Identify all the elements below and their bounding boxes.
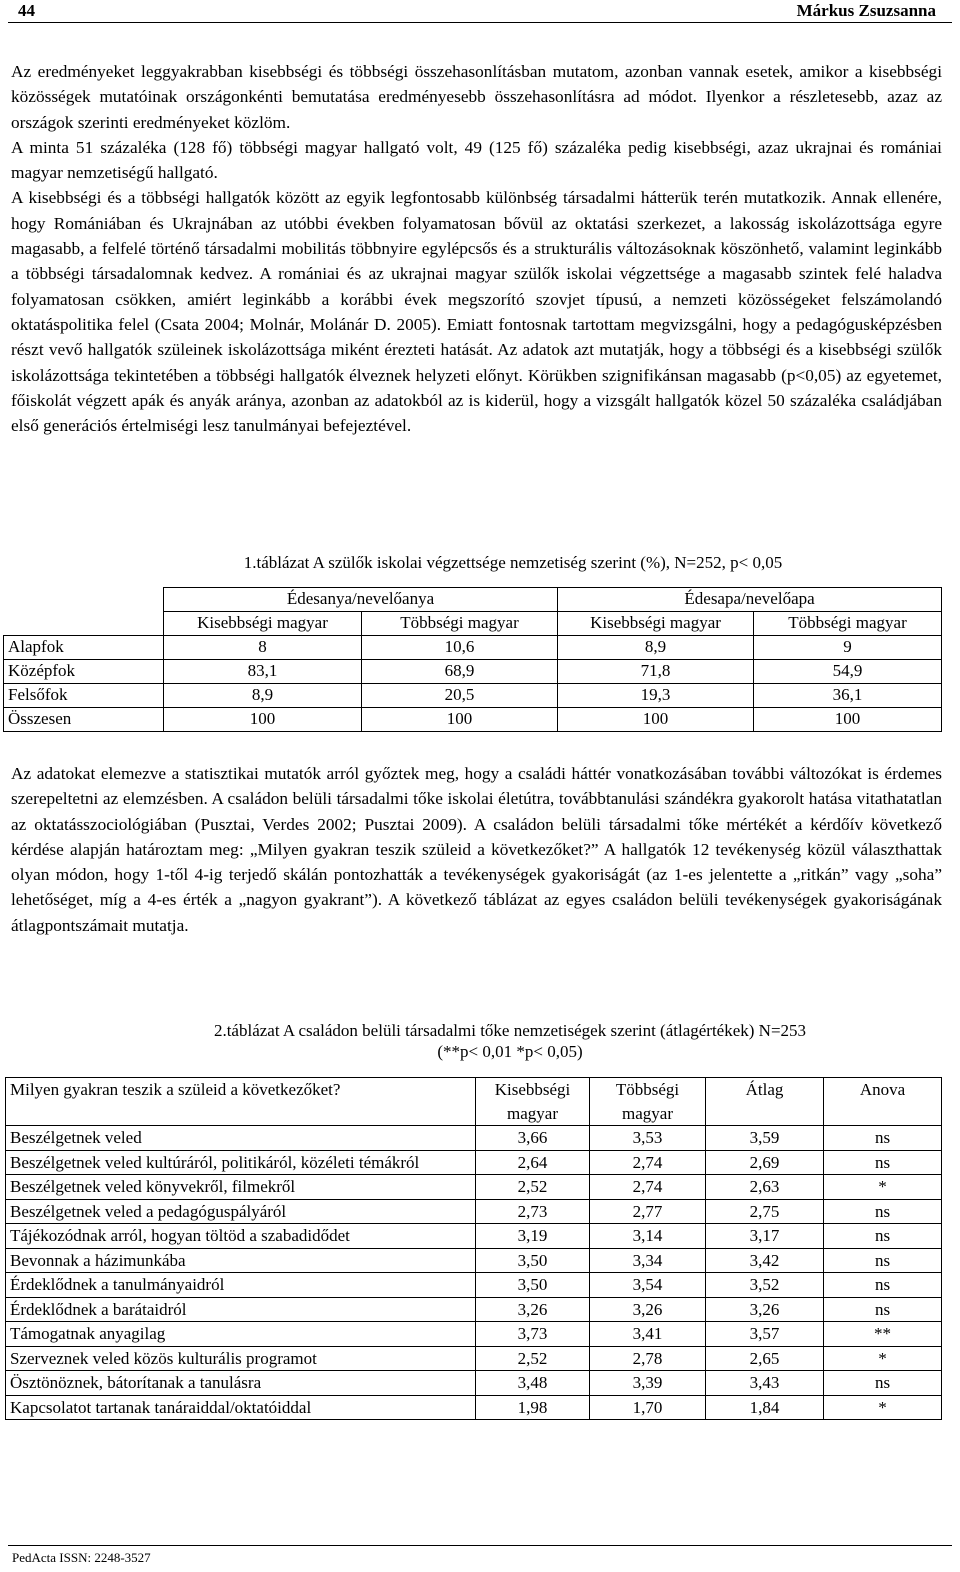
table-subheader: Kisebbségi magyar bbox=[164, 612, 362, 636]
table-row bbox=[6, 1126, 942, 1151]
row-label: Érdeklődnek a tanulmányaidról bbox=[6, 1273, 476, 1298]
table-cell: * bbox=[824, 1346, 942, 1371]
table1-caption: 1.táblázat A szülők iskolai végzettsége nemzetiség szerint (%), N=252, p< 0,05 bbox=[243, 553, 783, 572]
table-cell: 54,9 bbox=[754, 660, 942, 684]
table-cell: ns bbox=[824, 1150, 942, 1175]
table-header-question: Milyen gyakran teszik a szüleid a következőket? bbox=[6, 1078, 476, 1126]
table-cell: * bbox=[824, 1175, 942, 1200]
table-group-header: Édesapa/nevelőapa bbox=[558, 588, 942, 612]
table-cell: 2,52 bbox=[476, 1346, 590, 1371]
table-row bbox=[6, 1297, 942, 1322]
table-cell: 1,98 bbox=[476, 1395, 590, 1420]
table-row bbox=[6, 1248, 942, 1273]
table-cell: 100 bbox=[558, 708, 754, 732]
table-cell: 2,75 bbox=[706, 1199, 824, 1224]
table-cell: 8,9 bbox=[558, 636, 754, 660]
table-cell: 3,50 bbox=[476, 1273, 590, 1298]
table-cell: 3,52 bbox=[706, 1273, 824, 1298]
table-cell: 3,26 bbox=[590, 1297, 706, 1322]
table-row bbox=[6, 1175, 942, 1200]
row-label: Bevonnak a házimunkába bbox=[6, 1248, 476, 1273]
table-row bbox=[6, 1395, 942, 1420]
table-row bbox=[6, 1224, 942, 1249]
table-row bbox=[4, 660, 942, 684]
table-row bbox=[4, 612, 942, 636]
body-text-intro bbox=[11, 59, 942, 438]
table-cell: 3,54 bbox=[590, 1273, 706, 1298]
table2-caption-title: 2.táblázat A családon belüli társadalmi tőke nemzetiségek szerint (átlagértékek) N=253 bbox=[213, 1021, 807, 1040]
table-header: Kisebbségi magyar bbox=[476, 1078, 590, 1126]
table-header: Anova bbox=[824, 1078, 942, 1126]
table-cell: 3,14 bbox=[590, 1224, 706, 1249]
table-group-header: Édesanya/nevelőanya bbox=[164, 588, 558, 612]
table-cell: ns bbox=[824, 1371, 942, 1396]
table-cell: 2,78 bbox=[590, 1346, 706, 1371]
row-label: Támogatnak anyagilag bbox=[6, 1322, 476, 1347]
table-subheader: Többségi magyar bbox=[754, 612, 942, 636]
table-cell: 3,17 bbox=[706, 1224, 824, 1249]
table-cell: 3,34 bbox=[590, 1248, 706, 1273]
row-label: Összesen bbox=[4, 708, 164, 732]
table-cell: 2,74 bbox=[590, 1175, 706, 1200]
table-row bbox=[6, 1199, 942, 1224]
table-cell: 3,41 bbox=[590, 1322, 706, 1347]
table-cell: ns bbox=[824, 1126, 942, 1151]
row-label: Alapfok bbox=[4, 636, 164, 660]
row-label: Tájékozódnak arról, hogyan töltöd a szabadidődet bbox=[6, 1224, 476, 1249]
table-cell: 3,50 bbox=[476, 1248, 590, 1273]
row-label: Beszélgetnek veled bbox=[6, 1126, 476, 1151]
table-cell bbox=[4, 612, 164, 636]
table-cell: 68,9 bbox=[362, 660, 558, 684]
table-row bbox=[6, 1273, 942, 1298]
table-cell: 9 bbox=[754, 636, 942, 660]
table-cell bbox=[4, 588, 164, 612]
table-row bbox=[6, 1322, 942, 1347]
table-cell: ns bbox=[824, 1199, 942, 1224]
running-author: Márkus Zsuzsanna bbox=[796, 1, 936, 20]
table-cell: ** bbox=[824, 1322, 942, 1347]
table-cell: 2,73 bbox=[476, 1199, 590, 1224]
table-cell: ns bbox=[824, 1297, 942, 1322]
page-footer bbox=[8, 1545, 952, 1566]
row-label: Érdeklődnek a barátaidról bbox=[6, 1297, 476, 1322]
table-cell: 20,5 bbox=[362, 684, 558, 708]
paragraph: A minta 51 százaléka (128 fő) többségi magyar hallgató volt, 49 (125 fő) százaléka pedig kisebbségi, azaz ukrajnai és romániai magyar nemzetiségű hallgató. bbox=[11, 137, 942, 183]
table-cell: 3,43 bbox=[706, 1371, 824, 1396]
table-row bbox=[6, 1078, 942, 1126]
table-cell: ns bbox=[824, 1273, 942, 1298]
table-row bbox=[4, 636, 942, 660]
row-label: Beszélgetnek veled könyvekről, filmekről bbox=[6, 1175, 476, 1200]
paragraph: Az eredményeket leggyakrabban kisebbségi és többségi összehasonlításban mutatom, azonban vannak esetek, amikor a kisebbségi közösségek mutatóinak országonkénti bemutatása eredményesebb összehasonlításra ad módot. Ilyenkor a részletesebb, azaz az országok szerinti eredményeket közlöm. bbox=[11, 62, 942, 132]
row-label: Szerveznek veled közös kulturális programot bbox=[6, 1346, 476, 1371]
page-number: 44 bbox=[18, 1, 35, 20]
table-subheader: Kisebbségi magyar bbox=[558, 612, 754, 636]
table1-parent-education bbox=[3, 587, 942, 732]
table-cell: 3,48 bbox=[476, 1371, 590, 1396]
table-row bbox=[4, 588, 942, 612]
table-header: Átlag bbox=[706, 1078, 824, 1126]
table2-caption bbox=[30, 1020, 960, 1062]
table-cell: 100 bbox=[754, 708, 942, 732]
table-cell: 8,9 bbox=[164, 684, 362, 708]
table-cell: 36,1 bbox=[754, 684, 942, 708]
row-label: Kapcsolatot tartanak tanáraiddal/oktatóiddal bbox=[6, 1395, 476, 1420]
row-label: Beszélgetnek veled a pedagóguspályáról bbox=[6, 1199, 476, 1224]
table-cell: 19,3 bbox=[558, 684, 754, 708]
table-cell: 1,84 bbox=[706, 1395, 824, 1420]
table2-family-social-capital bbox=[5, 1077, 942, 1420]
paragraph: Az adatokat elemezve a statisztikai mutatók arról győztek meg, hogy a családi háttér vonatkozásában további változókat is érdemes szerepeltetni az elemzésben. A családon belüli társadalmi tőke iskolai életútra, továbbtanulási szándékra gyakorolt hatása vitathatatlan az oktatásszociológiában (Pusztai, Verdes 2002; Pusztai 2009). A családon belüli társadalmi tőke mértékét a kérdőív következő kérdése alapján határoztam meg: „Milyen gyakran teszik szüleid a következőket?” A hallgatók 12 tevékenység közül választhattak olyan módon, hogy 1-től 4-ig terjedő skálán pontozhatták a tevékenységek gyakoriságát (az 1-es jelentette a „ritkán” vagy „soha” lehetőséget, míg a 4-es érték a „nagyon gyakrant”). A következő táblázat az egyes családon belüli tevékenységek gyakoriságának átlagpontszámait mutatja. bbox=[11, 764, 942, 935]
table-cell: 3,59 bbox=[706, 1126, 824, 1151]
table-cell: ns bbox=[824, 1248, 942, 1273]
table-row bbox=[4, 708, 942, 732]
table-cell: 3,73 bbox=[476, 1322, 590, 1347]
table-cell: * bbox=[824, 1395, 942, 1420]
table-cell: 2,74 bbox=[590, 1150, 706, 1175]
table-row bbox=[4, 684, 942, 708]
table-row bbox=[6, 1346, 942, 1371]
table-cell: 71,8 bbox=[558, 660, 754, 684]
table2-caption-significance: (**p< 0,01 *p< 0,05) bbox=[437, 1042, 583, 1061]
table-cell: 3,57 bbox=[706, 1322, 824, 1347]
table-cell: 3,19 bbox=[476, 1224, 590, 1249]
table-cell: 2,69 bbox=[706, 1150, 824, 1175]
row-label: Középfok bbox=[4, 660, 164, 684]
row-label: Ösztönöznek, bátorítanak a tanulásra bbox=[6, 1371, 476, 1396]
table-cell: 2,63 bbox=[706, 1175, 824, 1200]
table-cell: 3,26 bbox=[476, 1297, 590, 1322]
table-cell: 3,26 bbox=[706, 1297, 824, 1322]
table-cell: 3,53 bbox=[590, 1126, 706, 1151]
table-cell: 3,66 bbox=[476, 1126, 590, 1151]
row-label: Beszélgetnek veled kultúráról, politikáról, közéleti témákról bbox=[6, 1150, 476, 1175]
table-cell: 8 bbox=[164, 636, 362, 660]
paragraph: A kisebbségi és a többségi hallgatók között az egyik legfontosabb különbség társadalmi hátterük terén mutatkozik. Annak ellenére, hogy Romániában és Ukrajnában az utóbbi években folyamatosan bővül az oktatási szerkezet, a lakosság iskolázottsága egyre magasabb, a felfelé történő társadalmi mobilitás többnyire egylépcsős és a strukturális változásoknak köszönhető, valamint leginkább a többségi társadalomnak kedvez. A romániai és az ukrajnai magyar szülők iskolai végzettsége a magasabb szintek felé haladva folyamatosan csökken, amiért leginkább a korábbi évek megszorító szovjet típusú, a nemzeti közösségeket felszámolandó oktatáspolitika felel (Csata 2004; Molnár, Molánár D. 2005). Emiatt fontosnak tartottam megvizsgálni, hogy a pedagógusképzésben részt vevő hallgatók szüleinek iskolázottsága miként érezteti hatását. Az adatok azt mutatják, hogy a többségi és a kisebbségi szülők iskolázottsága tekintetében a többségi hallgatók élveznek helyzeti előnyt. Körükben szignifikánsan magasabb (p<0,05) az egyetemet, főiskolát végzett apák és anyák aránya, azonban az adatokból az is kiderül, hogy a vizsgált hallgatók közel 50 százaléka családjában első generációs értelmiségi lesz tanulmányai befejeztével. bbox=[11, 188, 942, 436]
table-cell: 3,42 bbox=[706, 1248, 824, 1273]
table-cell: 10,6 bbox=[362, 636, 558, 660]
table-cell: 2,64 bbox=[476, 1150, 590, 1175]
page-header bbox=[8, 0, 952, 23]
table-cell: 1,70 bbox=[590, 1395, 706, 1420]
table-cell: 100 bbox=[164, 708, 362, 732]
table-cell: 83,1 bbox=[164, 660, 362, 684]
table-row bbox=[6, 1371, 942, 1396]
journal-issn: PedActa ISSN: 2248-3527 bbox=[12, 1550, 151, 1565]
table-cell: 100 bbox=[362, 708, 558, 732]
table-cell: 3,39 bbox=[590, 1371, 706, 1396]
table-row bbox=[6, 1150, 942, 1175]
row-label: Felsőfok bbox=[4, 684, 164, 708]
body-text-analysis bbox=[11, 761, 942, 938]
table-cell: ns bbox=[824, 1224, 942, 1249]
table-subheader: Többségi magyar bbox=[362, 612, 558, 636]
table-cell: 2,77 bbox=[590, 1199, 706, 1224]
table-cell: 2,65 bbox=[706, 1346, 824, 1371]
table-header: Többségi magyar bbox=[590, 1078, 706, 1126]
table-cell: 2,52 bbox=[476, 1175, 590, 1200]
